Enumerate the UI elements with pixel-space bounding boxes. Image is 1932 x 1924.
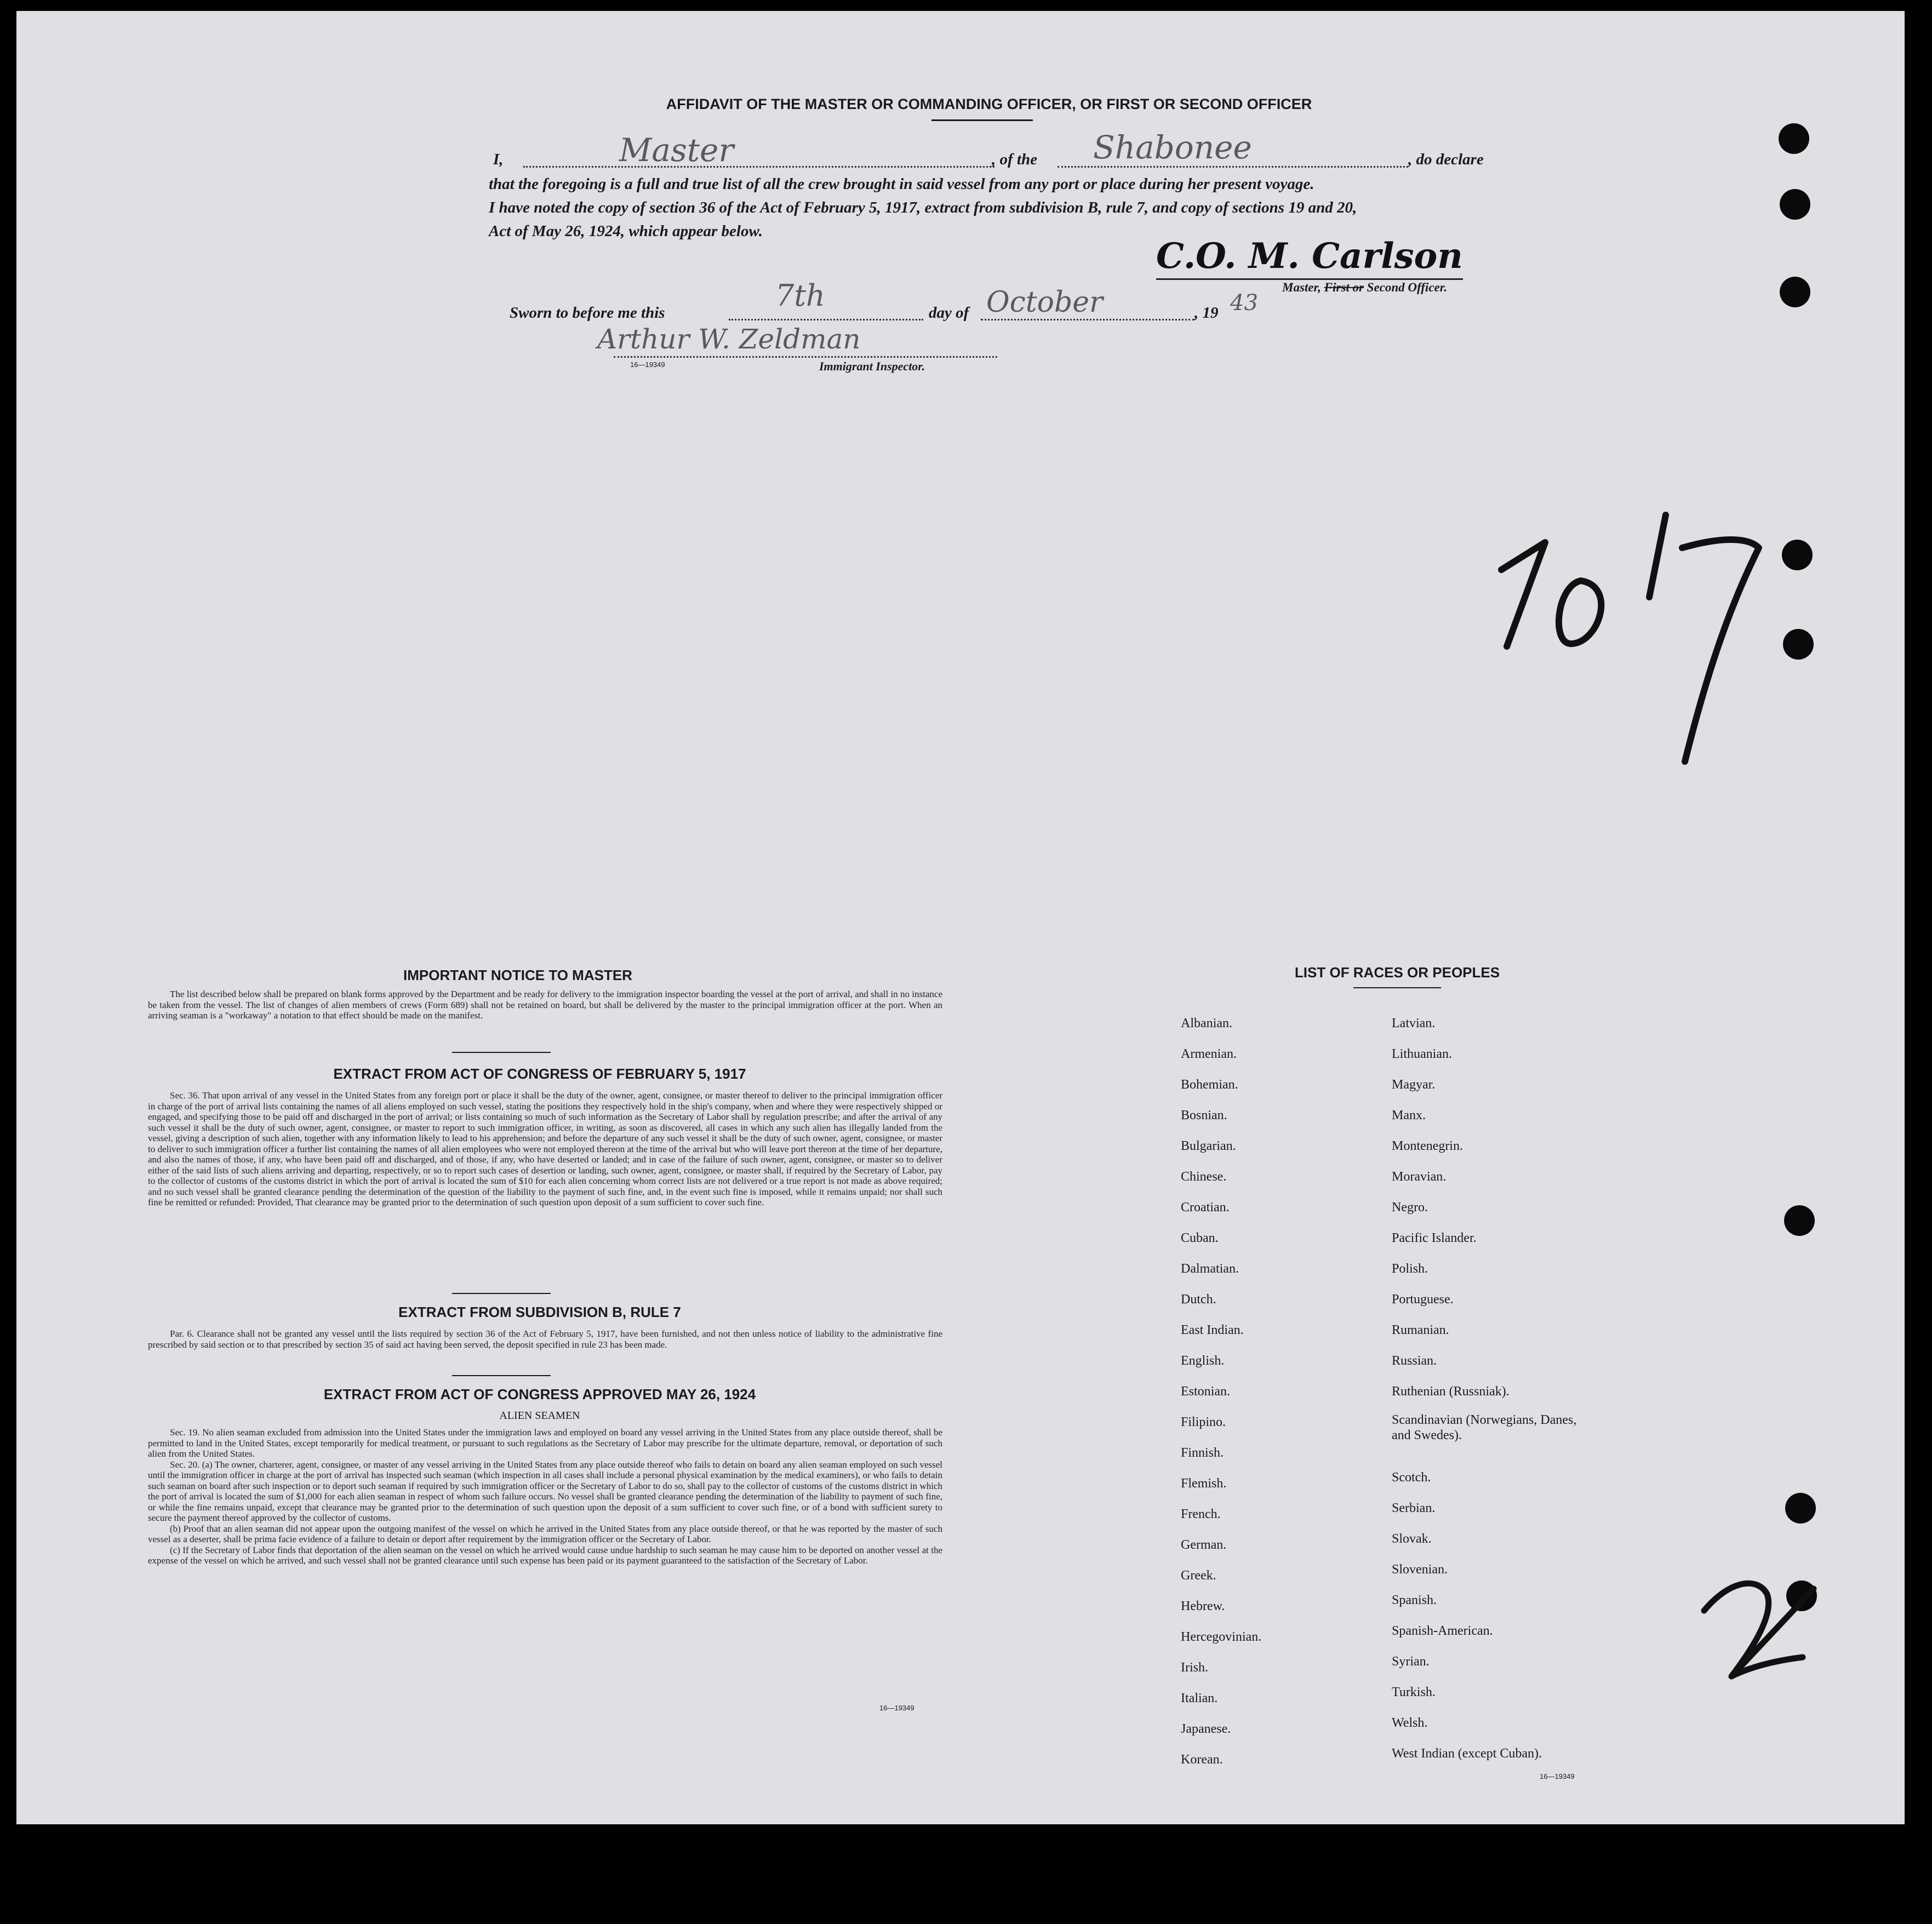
inspector-blank (614, 356, 997, 358)
inspector-signature: Arthur W. Zeldman (597, 323, 861, 355)
race-item: Moravian. (1392, 1170, 1447, 1184)
punch-hole (1784, 1205, 1815, 1236)
notice-paragraph: The list described below shall be prepared on blank forms approved by the Department and be ready for delivery to the immigration inspector boarding the vessel at the port of arrival, and shall in no instance be taken from the vessel. The list of changes of alien members of crews (Form 689) shall not be retained on board, but shall be delivered by the master to the principal immigration officer at the port. When an arriving seaman is a "workaway" a notation to that effect should be made on the manifest. (148, 989, 942, 1021)
race-item: Spanish. (1392, 1593, 1437, 1607)
race-item: Bulgarian. (1181, 1139, 1236, 1153)
affidavit-line-3: I have noted the copy of section 36 of the Act of February 5, 1917, extract from subdivision B, rule 7, and copy of sections 19 and 20, (489, 199, 1357, 216)
title-divider (931, 119, 1033, 121)
divider (452, 1375, 551, 1376)
race-item: German. (1181, 1538, 1227, 1552)
race-item: Dutch. (1181, 1292, 1216, 1307)
races-title: LIST OF RACES OR PEOPLES (1294, 964, 1500, 981)
punch-hole (1780, 189, 1810, 220)
race-item: Welsh. (1392, 1716, 1428, 1730)
race-item: West Indian (except Cuban). (1392, 1747, 1542, 1761)
race-item: Slovak. (1392, 1532, 1432, 1546)
race-item: Ruthenian (Russniak). (1392, 1384, 1510, 1399)
sec20b-paragraph: (b) Proof that an alien seaman did not appear upon the outgoing manifest of the vessel on which he arrived in the United States from any place outside thereof, or that he was reported by the master of such vessel as a deserter, shall be prima facie evidence of a failure to detain or deport after requirement by the immigration officer or the Secretary of Labor. (148, 1523, 942, 1544)
form-page (16, 11, 1905, 1824)
race-item: Magyar. (1392, 1078, 1436, 1092)
race-item: Scandinavian (Norwegians, Danes, and Swedes). (1392, 1413, 1577, 1442)
signature-caption-a: Master, (1282, 280, 1324, 294)
extract-rule7-title: EXTRACT FROM SUBDIVISION B, RULE 7 (398, 1304, 681, 1320)
master-signature: C.O. M. Carlson (1156, 236, 1463, 277)
race-item: Latvian. (1392, 1016, 1436, 1030)
race-item: Dalmatian. (1181, 1262, 1239, 1276)
handwritten-day: 7th (775, 278, 825, 313)
handwritten-vessel-name: Shabonee (1093, 129, 1252, 166)
race-item: Albanian. (1181, 1016, 1232, 1030)
master-blank (523, 166, 994, 168)
race-item: Hebrew. (1181, 1599, 1225, 1613)
affidavit-of-the: , of the (992, 151, 1037, 168)
race-item: Filipino. (1181, 1415, 1226, 1429)
race-item: Scotch. (1392, 1470, 1431, 1485)
affidavit-line-2: that the foregoing is a full and true list of all the crew brought in said vessel from any port or place during her present voyage. (489, 175, 1314, 193)
race-item: Spanish-American. (1392, 1624, 1493, 1638)
punch-hole (1779, 123, 1809, 154)
race-item: Armenian. (1181, 1047, 1237, 1061)
form-number: 16—19349 (879, 1704, 914, 1712)
race-item: Greek. (1181, 1568, 1216, 1583)
race-item: Portuguese. (1392, 1292, 1454, 1307)
signature-caption-struck: First or (1324, 280, 1364, 294)
notice-text (148, 989, 942, 1021)
race-item: Estonian. (1181, 1384, 1230, 1399)
sworn-day-of: day of (929, 304, 969, 322)
affidavit-line-4: Act of May 26, 1924, which appear below. (489, 222, 763, 240)
race-item: Italian. (1181, 1691, 1218, 1705)
affidavit-title: AFFIDAVIT OF THE MASTER OR COMMANDING OFFICER, OR FIRST OR SECOND OFFICER (666, 96, 1312, 112)
race-item: Bosnian. (1181, 1108, 1227, 1123)
extract-1917-text (148, 1090, 942, 1208)
punch-hole (1780, 277, 1810, 307)
day-blank (729, 319, 923, 320)
race-item: Slovenian. (1392, 1562, 1448, 1577)
extract-rule7-paragraph: Par. 6. Clearance shall not be granted any vessel until the lists required by section 36 of the Act of February 5, 1917, have been furnished, and not then unless notice of liability to the administrative fine prescribed by said section or to that prescribed by section 35 of said act having been served, the deposit specified in rule 23 has been made. (148, 1329, 942, 1350)
race-item: Bohemian. (1181, 1078, 1238, 1092)
handwritten-year: 43 (1230, 290, 1258, 316)
sec20c-paragraph: (c) If the Secretary of Labor finds that deportation of the alien seaman on the vessel on which he arrived would cause undue hardship to such seaman he may cause him to be deported on another vessel at the expense of the vessel on which he arrived, and such vessel shall not be granted clearance until such expense has been paid or its payment guaranteed to the satisfaction of the Secretary of Labor. (148, 1544, 942, 1566)
punch-hole (1785, 1493, 1816, 1524)
affidavit-i: I, (493, 151, 504, 168)
form-number: 16—19349 (630, 360, 665, 369)
handwritten-master: Master (619, 131, 734, 169)
race-item: Montenegrin. (1392, 1139, 1463, 1153)
race-item: Polish. (1392, 1262, 1428, 1276)
inspector-caption: Immigrant Inspector. (819, 359, 925, 373)
sec20a-paragraph: Sec. 20. (a) The owner, charterer, agent, consignee, or master of any vessel arriving in the United States from any place outside thereof who fails to detain on board any alien seaman employed on such vessel until the immigration officer in charge at the port of arrival has inspected such seaman (which inspection in all cases shall include a personal physical examination by the medical examiners), or who fails to detain such seaman on board after such inspection or to deport such seaman if required by such immigration officer or the Secretary of Labor to do so, shall pay to the collector of customs of the customs district in which the port of arrival is located the sum of $1,000 for each alien seaman in respect of whom such failure occurs. No vessel shall be granted clearance pending the determination of the liability to payment of such fine, or while the fine remains unpaid, except that clearance may be granted prior to the determination of such question upon the deposit of a sum sufficient to cover such fine, or of a bond with sufficient surety to secure the payment thereof approved by the collector of customs. (148, 1459, 942, 1523)
vessel-blank (1058, 166, 1408, 168)
races-divider (1353, 987, 1441, 988)
race-item: Cuban. (1181, 1231, 1219, 1245)
race-item: Irish. (1181, 1660, 1208, 1675)
divider (452, 1293, 551, 1294)
extract-1924-title: EXTRACT FROM ACT OF CONGRESS APPROVED MAY 26, 1924 (323, 1386, 756, 1402)
sec19-paragraph: Sec. 19. No alien seaman excluded from admission into the United States under the immigration laws and employed on board any vessel arriving in the United States from any place outside thereof, shall be permitted to land in the United States, except temporarily for medical treatment, or pursuant to such regulations as the Secretary of Labor may prescribe for the ultimate departure, removal, or deportation of such alien from the United States. (148, 1427, 942, 1459)
race-item: French. (1181, 1507, 1221, 1521)
race-item: Negro. (1392, 1200, 1428, 1215)
signature-caption-b: Second Officer. (1363, 280, 1448, 294)
race-item: Manx. (1392, 1108, 1426, 1123)
form-number: 16—19349 (1540, 1772, 1575, 1780)
sworn-year-prefix: , 19 (1194, 304, 1219, 322)
race-item: Serbian. (1392, 1501, 1436, 1515)
race-item: Pacific Islander. (1392, 1231, 1477, 1245)
handwritten-month: October (986, 286, 1103, 319)
race-item: Turkish. (1392, 1685, 1436, 1699)
race-item: Flemish. (1181, 1476, 1227, 1491)
divider (452, 1052, 551, 1053)
extract-1924-subtitle: ALIEN SEAMEN (499, 1410, 580, 1422)
race-item: Russian. (1392, 1354, 1437, 1368)
race-item: Rumanian. (1392, 1323, 1449, 1337)
signature-underline (1156, 278, 1463, 280)
extract-1917-paragraph: Sec. 36. That upon arrival of any vessel in the United States from any foreign port or place it shall be the duty of the owner, agent, consignee, or master thereof to deliver to the principal immigration officer in charge of the port of arrival lists containing the names of all aliens employed on such vessel, stating the positions they respectively hold in the ship's company, when and where they were respectively shipped or engaged, and specifying those to be paid off and discharged in the port of arrival; or lists containing so much of such information as the Secretary of Labor shall by regulation prescribe; and after the arrival of any such vessel it shall be the duty of such owner, agent, consignee, or master to report to such immigration officer, in writing, as soon as discovered, all cases in which any such alien has illegally landed from the vessel, giving a description of such alien, together with any information likely to lead to his apprehension; and before the departure of any such vessel it shall be the duty of such owner, agent, consignee, or master to deliver to such immigration officer a further list containing the names of all alien employees who were not employed thereon at the time of the arrival but who will leave port thereon at the time of her departure, and also the names of those, if any, who have been paid off and discharged, and of those, if any, who have deserted or landed; and in case of the failure of such owner, agent, consignee, or master so to deliver either of the said lists of such aliens arriving and departing, respectively, or so to report such cases of desertion or landing, such owner, agent, consignee, or master shall, if required by the Secretary of Labor, pay to the collector of customs of the customs district in which the port of arrival is located the sum of $10 for each alien concerning whom correct lists are not delivered or a true report is not made as above required; and no such vessel shall be granted clearance pending the determination of the question of the liability to the payment of such fine, and, in the event such fine is imposed, while it remains unpaid; nor shall such fine be remitted or refunded: Provided, That clearance may be granted prior to the determination of such question upon deposit of a sum sufficient to cover such fine. (148, 1090, 942, 1207)
handwritten-mark-2 (1699, 1567, 1841, 1704)
race-item: Korean. (1181, 1753, 1223, 1767)
sworn-prefix: Sworn to before me this (510, 304, 665, 322)
affidavit-do-declare: , do declare (1408, 151, 1484, 168)
race-item: Lithuanian. (1392, 1047, 1452, 1061)
extract-1917-title: EXTRACT FROM ACT OF CONGRESS OF FEBRUARY 5, 1917 (333, 1066, 746, 1082)
race-item: Croatian. (1181, 1200, 1230, 1215)
race-item: Japanese. (1181, 1722, 1231, 1736)
signature-caption (1282, 280, 1447, 295)
race-item: Syrian. (1392, 1654, 1430, 1669)
extract-rule7-text (148, 1329, 942, 1350)
extract-1924-text (148, 1427, 942, 1566)
notice-title: IMPORTANT NOTICE TO MASTER (403, 967, 632, 983)
races-left-column (1181, 1008, 1261, 1775)
race-item: Hercegovinian. (1181, 1630, 1262, 1644)
race-item: Finnish. (1181, 1446, 1224, 1460)
race-item: East Indian. (1181, 1323, 1244, 1337)
race-item: Chinese. (1181, 1170, 1227, 1184)
race-item: English. (1181, 1354, 1225, 1368)
handwritten-date-mark (1485, 504, 1792, 811)
races-right-column (1392, 1008, 1578, 1769)
month-blank (981, 319, 1194, 320)
